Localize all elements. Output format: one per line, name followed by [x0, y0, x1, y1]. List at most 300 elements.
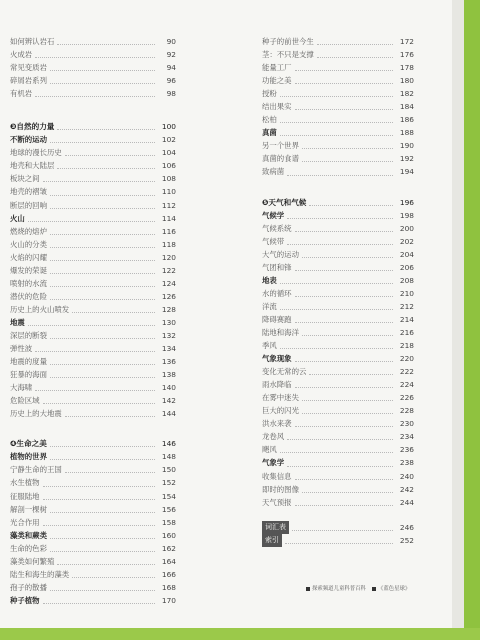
toc-subheading	[10, 316, 176, 329]
toc-entry-title: 水的循环	[262, 288, 292, 298]
toc-left-column	[10, 35, 176, 607]
dot-leader	[50, 590, 155, 591]
toc-entry	[10, 238, 176, 251]
toc-entry	[262, 35, 414, 48]
square-bullet-icon	[306, 587, 310, 591]
toc-page-number: 120	[161, 252, 176, 262]
toc-entry	[10, 555, 176, 568]
toc-entry-title: 气候系统	[262, 223, 292, 233]
toc-page-number: 242	[399, 484, 414, 494]
toc-entry-title: 致病菌	[262, 167, 285, 177]
toc-subheading	[10, 450, 176, 463]
toc-entry-title: 不断的运动	[10, 135, 47, 145]
toc-page-number: 156	[161, 504, 176, 514]
toc-entry-title: 危险区域	[10, 396, 40, 406]
dot-leader	[292, 530, 393, 531]
toc-page-number: 176	[399, 50, 414, 60]
footer-book-title: 《蓝色星球》	[377, 586, 411, 592]
footer-series-title: 探索频道儿童科普百科	[312, 586, 366, 592]
toc-entry-title: 断层的回响	[10, 200, 47, 210]
dot-leader	[50, 286, 155, 287]
toc-entry	[10, 48, 176, 61]
toc-entry-title: 茎：不只是支撑	[262, 50, 314, 60]
toc-entry-title: 收集信息	[262, 471, 292, 481]
toc-entry-title: 弹性波	[10, 344, 33, 354]
dot-leader	[295, 322, 393, 323]
dot-leader	[50, 377, 155, 378]
toc-entry-title: 季风	[262, 341, 277, 351]
toc-entry-title: 水生植物	[10, 478, 40, 488]
toc-entry	[10, 342, 176, 355]
dot-leader	[295, 70, 393, 71]
dot-leader	[295, 361, 393, 362]
toc-entry-title: 大海啸	[10, 383, 33, 393]
dot-leader	[57, 44, 155, 45]
toc-section-heading	[10, 120, 176, 133]
toc-subheading	[10, 133, 176, 146]
toc-entry-title: 燃烧的熔炉	[10, 226, 47, 236]
toc-page-number: 230	[399, 419, 414, 429]
toc-entry	[262, 61, 414, 74]
toc-entry	[10, 463, 176, 476]
toc-page-number: 126	[161, 291, 176, 301]
dot-leader	[287, 218, 393, 219]
toc-entry	[10, 172, 176, 185]
toc-page-number: 102	[161, 135, 176, 145]
toc-entry-title: 陆生和海生的藻类	[10, 569, 70, 579]
toc-page-number: 142	[161, 396, 176, 406]
toc-entry-title: 地壳的褶皱	[10, 187, 47, 197]
toc-page-number: 160	[161, 530, 176, 540]
toc-entry	[10, 476, 176, 489]
dot-leader	[57, 564, 155, 565]
desk-surface	[0, 628, 480, 640]
toc-entry	[10, 35, 176, 48]
toc-entry-title: 植物的世界	[10, 452, 47, 462]
dot-leader	[57, 129, 155, 130]
toc-entry	[262, 287, 414, 300]
toc-entry-title: 气团和锋	[262, 262, 292, 272]
dot-leader	[50, 195, 155, 196]
toc-entry	[262, 470, 414, 483]
toc-entry	[10, 277, 176, 290]
toc-entry	[262, 139, 414, 152]
toc-entry	[262, 87, 414, 100]
dot-leader	[50, 364, 155, 365]
dot-leader	[65, 472, 155, 473]
toc-page-number: 114	[161, 213, 176, 223]
toc-page-number: 226	[399, 393, 414, 403]
toc-page-number: 124	[161, 278, 176, 288]
toc-entry	[10, 568, 176, 581]
toc-page-number: 186	[399, 115, 414, 125]
toc-page-number: 138	[161, 370, 176, 380]
dot-leader	[43, 499, 155, 500]
toc-entry	[10, 74, 176, 87]
toc-entry-title: 历史上的大地震	[10, 409, 62, 419]
toc-page-number: 170	[161, 595, 176, 605]
toc-entry-title: 征服陆地	[10, 491, 40, 501]
toc-page-number: 210	[399, 288, 414, 298]
toc-page-number: 166	[161, 569, 176, 579]
toc-subheading	[10, 594, 176, 607]
toc-entry-title: 即时的图像	[262, 484, 299, 494]
toc-entry	[10, 355, 176, 368]
toc-right-column	[262, 35, 414, 547]
toc-section-heading	[262, 196, 414, 209]
toc-page-number: 190	[399, 141, 414, 151]
dot-leader	[295, 109, 393, 110]
dot-leader	[295, 505, 393, 506]
toc-page-number: 162	[161, 543, 176, 553]
toc-entry-title: 碎屑岩系列	[10, 76, 47, 86]
toc-page-number: 140	[161, 383, 176, 393]
toc-page-number: 118	[161, 239, 176, 249]
dot-leader	[50, 512, 155, 513]
dot-leader	[35, 57, 155, 58]
toc-entry	[262, 430, 414, 443]
toc-page-number: 106	[161, 161, 176, 171]
toc-entry	[262, 313, 414, 326]
dot-leader	[317, 44, 393, 45]
toc-entry-title: 气候学	[262, 210, 285, 220]
toc-entry	[262, 165, 414, 178]
toc-page-number: 216	[399, 327, 414, 337]
toc-entry	[10, 87, 176, 100]
toc-entry-title: 真菌的食谱	[262, 154, 299, 164]
toc-page-number: 172	[399, 37, 414, 46]
dot-leader	[295, 479, 393, 480]
toc-page-number: 208	[399, 275, 414, 285]
toc-entry-title: 如何辨认岩石	[10, 37, 55, 46]
toc-entry-title: ❺天气和气候	[262, 197, 307, 207]
toc-page-number: 178	[399, 63, 414, 73]
toc-page-number: 104	[161, 148, 176, 158]
section-spacer	[262, 179, 414, 196]
toc-entry	[10, 251, 176, 264]
dot-leader	[65, 416, 155, 417]
toc-entry-title: 板块之间	[10, 174, 40, 184]
toc-entry-title: 洪水来袭	[262, 419, 292, 429]
toc-page-number: 184	[399, 102, 414, 112]
dot-leader	[280, 135, 393, 136]
toc-page-number: 252	[399, 535, 414, 545]
dot-leader	[280, 283, 393, 284]
dot-leader	[280, 452, 393, 453]
toc-entry	[262, 248, 414, 261]
toc-entry-title: 潜伏的危险	[10, 291, 47, 301]
dot-leader	[302, 148, 393, 149]
toc-entry	[262, 391, 414, 404]
toc-entry	[262, 483, 414, 496]
toc-entry-title: 变化无常的云	[262, 367, 307, 377]
toc-entry	[10, 516, 176, 529]
toc-page-number: 246	[399, 522, 414, 532]
toc-entry-title: 地震	[10, 317, 25, 327]
dot-leader	[43, 181, 155, 182]
dot-leader	[50, 338, 155, 339]
dot-leader	[50, 299, 155, 300]
toc-entry	[10, 407, 176, 420]
dot-leader	[295, 426, 393, 427]
dot-leader	[287, 175, 393, 176]
toc-page-number: 180	[399, 76, 414, 86]
toc-entry	[262, 261, 414, 274]
toc-entry	[262, 113, 414, 126]
dot-leader	[43, 525, 155, 526]
toc-subheading	[262, 274, 414, 287]
toc-entry-title: 深层的断裂	[10, 330, 47, 340]
toc-entry-title: 种子植物	[10, 595, 40, 605]
toc-page-number: 108	[161, 174, 176, 184]
toc-entry-title: 藻类如何繁殖	[10, 556, 55, 566]
toc-entry-title: 陆地和海洋	[262, 327, 299, 337]
toc-subheading	[262, 352, 414, 365]
toc-entry-title: ❹生命之美	[10, 439, 47, 449]
toc-entry	[10, 329, 176, 342]
toc-subheading	[262, 456, 414, 469]
toc-entry-title: ❸自然的力量	[10, 122, 55, 132]
toc-page-number: 134	[161, 344, 176, 354]
toc-page-number: 146	[161, 439, 176, 449]
toc-page-number: 206	[399, 262, 414, 272]
toc-page-number: 222	[399, 367, 414, 377]
dot-leader	[50, 70, 155, 71]
toc-entry-title: 历史上的火山喷发	[10, 304, 70, 314]
toc-page-number: 200	[399, 223, 414, 233]
toc-page-number: 100	[161, 122, 176, 132]
toc-page-number: 228	[399, 406, 414, 416]
toc-entry	[10, 185, 176, 198]
toc-entry-title: 巨大的闪光	[262, 406, 299, 416]
toc-entry-title: 地震的度量	[10, 357, 47, 367]
square-bullet-icon	[372, 587, 376, 591]
toc-entry	[10, 542, 176, 555]
toc-entry	[262, 235, 414, 248]
dot-leader	[280, 122, 393, 123]
section-spacer	[262, 509, 414, 521]
toc-entry-title: 解剖一棵树	[10, 504, 47, 514]
toc-page-number: 164	[161, 556, 176, 566]
dot-leader	[287, 466, 393, 467]
toc-subheading	[10, 212, 176, 225]
toc-entry	[10, 146, 176, 159]
dot-leader	[287, 439, 393, 440]
toc-page-number: 98	[166, 89, 176, 99]
dot-leader	[50, 247, 155, 248]
dot-leader	[65, 155, 155, 156]
toc-entry	[262, 326, 414, 339]
toc-page-number: 96	[166, 76, 176, 86]
toc-entry-title: 功能之美	[262, 76, 292, 86]
toc-entry-title: 火山	[10, 213, 25, 223]
toc-entry-title: 洋流	[262, 301, 277, 311]
toc-entry	[10, 394, 176, 407]
toc-page-number: 224	[399, 380, 414, 390]
toc-page-number: 188	[399, 128, 414, 138]
toc-page-number: 234	[399, 432, 414, 442]
toc-entry-title: 雨水降临	[262, 380, 292, 390]
dot-leader	[285, 543, 393, 544]
dot-leader	[309, 374, 393, 375]
toc-page-number: 214	[399, 314, 414, 324]
dot-leader	[295, 83, 393, 84]
toc-page-number: 194	[399, 167, 414, 177]
underlying-page-edge	[452, 0, 464, 628]
dot-leader	[295, 231, 393, 232]
toc-entry-title: 松柏	[262, 115, 277, 125]
toc-entry-title: 孢子的散播	[10, 582, 47, 592]
dot-leader	[50, 260, 155, 261]
toc-page-number: 202	[399, 236, 414, 246]
toc-page-number: 144	[161, 409, 176, 419]
toc-entry	[262, 378, 414, 391]
toc-entry-title: 词汇表	[262, 521, 289, 534]
dot-leader	[57, 168, 155, 169]
dot-leader	[302, 413, 393, 414]
toc-entry-title: 气象学	[262, 458, 285, 468]
toc-page-number: 212	[399, 301, 414, 311]
toc-entry-title: 气象现象	[262, 354, 292, 364]
toc-page-number: 244	[399, 497, 414, 507]
toc-entry-title: 藻类和蕨类	[10, 530, 47, 540]
dot-leader	[302, 335, 393, 336]
toc-entry	[262, 365, 414, 378]
dot-leader	[302, 400, 393, 401]
dot-leader	[50, 208, 155, 209]
toc-entry	[262, 404, 414, 417]
toc-page-number: 110	[161, 187, 176, 197]
toc-page-number: 158	[161, 517, 176, 527]
toc-entry-title: 龙卷风	[262, 432, 285, 442]
toc-page-number: 168	[161, 582, 176, 592]
toc-entry-title: 爆发的荣诞	[10, 265, 47, 275]
dot-leader	[50, 459, 155, 460]
toc-page-number: 238	[399, 458, 414, 468]
dot-leader	[295, 270, 393, 271]
dot-leader	[302, 161, 393, 162]
toc-page-number: 220	[399, 354, 414, 364]
toc-entry-title: 降碍赛跑	[262, 314, 292, 324]
toc-entry	[10, 199, 176, 212]
toc-page-number: 130	[161, 317, 176, 327]
dot-leader	[280, 96, 393, 97]
toc-entry-title: 光合作用	[10, 517, 40, 527]
toc-page-number: 192	[399, 154, 414, 164]
toc-entry-title: 索引	[262, 534, 282, 547]
dot-leader	[28, 325, 155, 326]
toc-page-number: 128	[161, 304, 176, 314]
toc-entry-title: 喷射的水流	[10, 278, 47, 288]
toc-page-number: 92	[166, 50, 176, 60]
toc-page-number: 150	[161, 465, 176, 475]
dot-leader	[50, 234, 155, 235]
toc-entry-title: 火焰的闪耀	[10, 252, 47, 262]
toc-entry-title: 飓风	[262, 445, 277, 455]
toc-section-heading	[10, 437, 176, 450]
dot-leader	[72, 577, 155, 578]
toc-entry	[262, 417, 414, 430]
toc-entry	[10, 61, 176, 74]
dot-leader	[295, 296, 393, 297]
toc-entry-title: 火成岩	[10, 50, 33, 60]
page-footer	[300, 584, 410, 592]
toc-page-number: 132	[161, 330, 176, 340]
toc-page-number: 218	[399, 341, 414, 351]
dot-leader	[280, 348, 393, 349]
toc-entry-title: 种子的前世今生	[262, 37, 314, 46]
toc-entry-title: 常见变质岩	[10, 63, 47, 73]
dot-leader	[280, 309, 393, 310]
toc-entry-title: 气候带	[262, 236, 285, 246]
toc-page-number: 204	[399, 249, 414, 259]
toc-appendix-entry	[262, 534, 414, 547]
dot-leader	[28, 221, 155, 222]
toc-entry	[10, 368, 176, 381]
dot-leader	[302, 257, 393, 258]
toc-entry-title: 狂暴的海面	[10, 370, 47, 380]
toc-entry-title: 大气的运动	[262, 249, 299, 259]
dot-leader	[309, 205, 393, 206]
toc-entry	[10, 159, 176, 172]
toc-page-number: 112	[161, 200, 176, 210]
dot-leader	[50, 273, 155, 274]
dot-leader	[287, 244, 393, 245]
dot-leader	[50, 83, 155, 84]
toc-entry	[10, 381, 176, 394]
toc-entry-title: 地壳和大陆层	[10, 161, 55, 171]
toc-entry-title: 地表	[262, 275, 277, 285]
toc-entry-title: 火山的分类	[10, 239, 47, 249]
dot-leader	[43, 403, 155, 404]
toc-entry-title: 天气预报	[262, 497, 292, 507]
dot-leader	[295, 387, 393, 388]
toc-entry	[10, 225, 176, 238]
toc-entry	[262, 152, 414, 165]
toc-page-number: 152	[161, 478, 176, 488]
toc-page-number: 94	[166, 63, 176, 73]
toc-entry-title: 生命的色彩	[10, 543, 47, 553]
toc-entry-title: 有机岩	[10, 89, 33, 99]
toc-subheading	[262, 209, 414, 222]
toc-entry-title: 能量工厂	[262, 63, 292, 73]
toc-page-number: 136	[161, 357, 176, 367]
toc-entry	[262, 222, 414, 235]
toc-entry-title: 地球的漫长历史	[10, 148, 62, 158]
dot-leader	[50, 538, 155, 539]
toc-page-number: 240	[399, 471, 414, 481]
dot-leader	[50, 551, 155, 552]
dot-leader	[50, 446, 155, 447]
toc-entry-title: 真菌	[262, 128, 277, 138]
toc-appendix-entry	[262, 521, 414, 534]
section-spacer	[10, 420, 176, 437]
dot-leader	[50, 142, 155, 143]
toc-subheading	[262, 126, 414, 139]
toc-entry	[10, 503, 176, 516]
toc-page-number: 196	[399, 197, 414, 207]
toc-page-number: 236	[399, 445, 414, 455]
toc-entry	[262, 48, 414, 61]
toc-page-number: 154	[161, 491, 176, 501]
toc-entry	[262, 339, 414, 352]
toc-page-number: 182	[399, 89, 414, 99]
toc-page-number: 198	[399, 210, 414, 220]
toc-entry-title: 在雾中迷失	[262, 393, 299, 403]
toc-subheading	[10, 529, 176, 542]
dot-leader	[43, 486, 155, 487]
dot-leader	[317, 57, 393, 58]
